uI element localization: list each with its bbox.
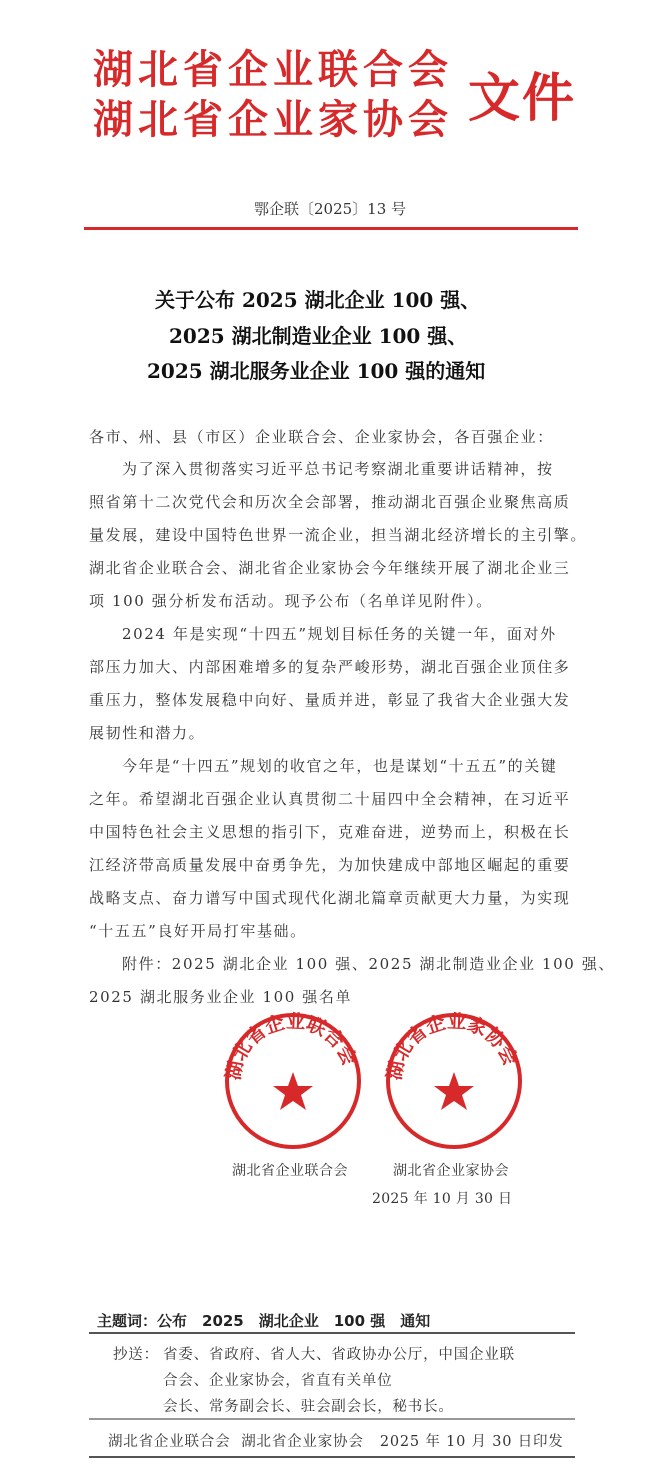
body-line: 之年。希望湖北百强企业认真贯彻二十届四中全会精神，在习近平 — [89, 790, 571, 808]
stamp-1-text: 湖北省企业联合会 — [222, 1010, 361, 1082]
org-name-1: 湖北省企业联合会 — [93, 46, 453, 93]
title-line-1: 关于公布 2025 湖北企业 100 强、 — [155, 288, 481, 312]
body-line: 中国特色社会主义思想的指引下，克难奋进，逆势而上，积极在长 — [89, 823, 571, 841]
body-line: 各市、州、县（市区）企业联合会、企业家协会，各百强企业： — [89, 428, 554, 446]
body-line: 湖北省企业联合会、湖北省企业家协会今年继续开展了湖北企业三 — [89, 559, 571, 577]
footer-divider-2 — [89, 1418, 575, 1420]
issued-line: 湖北省企业联合会 湖北省企业家协会 2025 年 10 月 30 日印发 — [108, 1434, 564, 1450]
keywords: 主题词：公布 2025 湖北企业 100 强 通知 — [97, 1312, 431, 1330]
body-line: 今年是“十四五”规划的收官之年，也是谋划“十五五”的关键 — [122, 757, 558, 775]
body-line: 江经济带高质量发展中奋勇争先，为加快建成中部地区崛起的重要 — [89, 856, 571, 874]
body-line: “十五五”良好开局打牢基础。 — [89, 922, 307, 940]
stamp-seal-2 — [383, 1010, 525, 1152]
body-line: 附件：2025 湖北企业 100 强、2025 湖北制造业企业 100 强、 — [122, 955, 616, 973]
cc-line-1: 省委、省政府、省人大、省政协办公厅，中国企业联 — [163, 1347, 515, 1363]
stamp-seal-1 — [222, 1010, 364, 1152]
body-line: 战略支点、奋力谱写中国式现代化湖北篇章贡献更大力量，为实现 — [89, 889, 571, 907]
footer-divider-3 — [89, 1456, 575, 1458]
doc-number: 鄂企联〔2025〕13 号 — [254, 200, 407, 218]
body-line: 2024 年是实现“十四五”规划目标任务的关键一年，面对外 — [122, 625, 557, 643]
body-line: 重压力，整体发展稳中向好、量质并进，彰显了我省大企业强大发 — [89, 691, 571, 709]
cc-label: 抄送： — [113, 1347, 159, 1363]
cc-line-2: 合会、企业家协会，省直有关单位 — [163, 1373, 393, 1389]
title-line-2: 2025 湖北制造业企业 100 强、 — [169, 324, 468, 348]
signature-org-1: 湖北省企业联合会 — [232, 1163, 348, 1179]
svg-text:湖北省企业家协会 — [383, 1011, 522, 1082]
body-line: 部压力加大、内部困难增多的复杂严峻形势，湖北百强企业顶住多 — [89, 658, 571, 676]
doc-type: 文件 — [468, 68, 577, 129]
body-line: 展韧性和潜力。 — [89, 724, 206, 742]
signature-org-2: 湖北省企业家协会 — [393, 1163, 509, 1179]
body-line: 项 100 强分析发布活动。现予公布（名单详见附件）。 — [89, 592, 493, 610]
stamp-2-text: 湖北省企业家协会 — [383, 1010, 522, 1082]
org-name-2: 湖北省企业家协会 — [93, 96, 453, 143]
signature-date: 2025 年 10 月 30 日 — [372, 1191, 513, 1207]
body-line: 2025 湖北服务业企业 100 强名单 — [89, 988, 353, 1006]
cc-line-3: 会长、常务副会长、驻会副会长，秘书长。 — [163, 1399, 454, 1415]
body-line: 照省第十二次党代会和历次全会部署，推动湖北百强企业聚焦高质 — [89, 493, 571, 511]
body-line: 量发展，建设中国特色世界一流企业，担当湖北经济增长的主引擎。 — [89, 526, 588, 544]
title-line-3: 2025 湖北服务业企业 100 强的通知 — [147, 359, 486, 383]
red-divider — [84, 227, 578, 230]
svg-text:湖北省企业联合会 — [222, 1011, 361, 1082]
footer-divider-1 — [89, 1332, 575, 1334]
body-line: 为了深入贯彻落实习近平总书记考察湖北重要讲话精神，按 — [122, 460, 554, 478]
